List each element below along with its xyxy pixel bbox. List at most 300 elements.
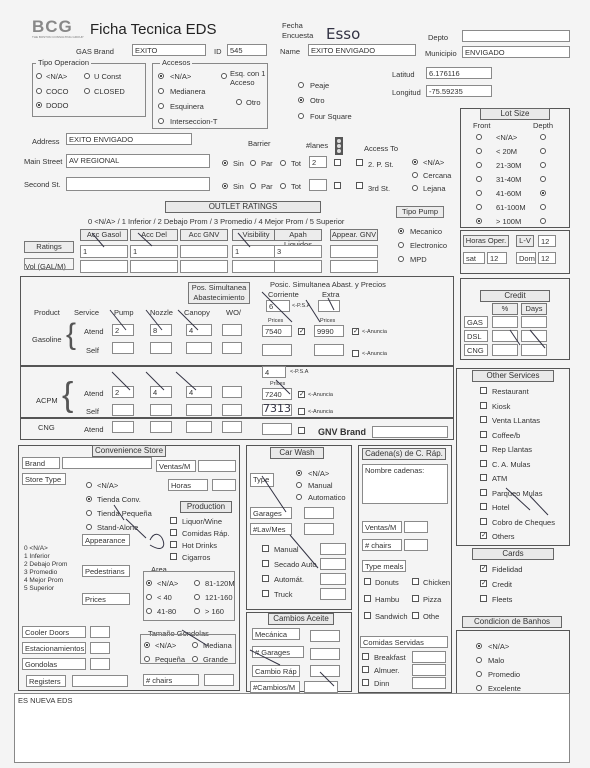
gnv-brand-field[interactable] <box>372 426 448 438</box>
rating-col-apah-liquidos: Apah <box>274 229 322 241</box>
check-card-fleets[interactable] <box>480 595 487 602</box>
estacionamientos-label: Estacionamientos <box>22 642 86 654</box>
check-prod-cigarros[interactable] <box>170 553 177 560</box>
lot-row-label-31-40m: 31-40M <box>496 175 522 184</box>
traffic-light-icon <box>334 136 344 156</box>
check-service-kiosk[interactable] <box>480 402 487 409</box>
radio-front-61-100m[interactable] <box>476 204 482 210</box>
sat-field[interactable]: 12 <box>487 252 507 264</box>
bcg-logo <box>32 17 84 39</box>
longitud-field[interactable]: -75.59235 <box>426 85 492 97</box>
service-label-venta-llantas: Venta LLantas <box>492 416 540 425</box>
acpm-anuncia-label: <-Anuncia <box>308 392 333 398</box>
check-service-cobro-de-cheques[interactable] <box>480 518 487 525</box>
second-par-label: Par <box>261 182 273 191</box>
gas-brand-field[interactable]: EXITO <box>132 44 206 56</box>
check-service-restaurant[interactable] <box>480 387 487 394</box>
barrier-label: Barrier <box>248 139 271 148</box>
radio-area-160[interactable] <box>194 608 200 614</box>
radio-tamano-mediana[interactable] <box>192 642 198 648</box>
radio-peaje[interactable] <box>298 82 304 88</box>
radio-depth-100m[interactable] <box>540 218 546 224</box>
radio-depth-31-40m[interactable] <box>540 176 546 182</box>
extra-label: Extra <box>322 290 340 299</box>
rating-value-visibility[interactable]: 1 <box>232 245 280 258</box>
gasoline-brace: { <box>66 318 77 351</box>
banos-label-promedio: Promedio <box>488 670 521 679</box>
radio-area-n-a[interactable] <box>146 580 152 586</box>
acpm-psa-label: <-P.S.A <box>290 369 309 375</box>
radio-tipo-uconst[interactable] <box>84 73 90 79</box>
radio-depth-41-60m[interactable] <box>540 190 546 196</box>
gas-self-pump[interactable] <box>112 342 134 354</box>
lot-row-label-n-a: <N/A> <box>496 133 518 142</box>
nombre-cadenas-label: Nombre cadenas: <box>362 464 448 504</box>
logo-subtitle: THE BOSTON CONSULTING GROUP <box>32 35 84 39</box>
check-card-fidelidad[interactable]: ✓ <box>481 565 487 572</box>
radio-four-square[interactable] <box>298 113 304 119</box>
acpm-pump-field[interactable]: 2 <box>112 386 134 398</box>
credit-row-gas: GAS <box>464 316 488 328</box>
second-st-field[interactable] <box>66 177 210 191</box>
main-street-field[interactable]: AV REGIONAL <box>66 154 210 168</box>
four-square-label: Four Square <box>310 112 352 121</box>
accesos-esquinera-label: Esquinera <box>170 102 204 111</box>
gas-self-nozzle[interactable] <box>150 342 172 354</box>
check-cng[interactable] <box>298 427 305 434</box>
check-service-venta-llantas[interactable] <box>480 416 487 423</box>
check-prod-hot-drinks[interactable] <box>170 541 177 548</box>
comida-label-almuer: Almuer. <box>374 666 400 675</box>
check-main-2[interactable] <box>356 159 363 166</box>
radio-front-21-30m[interactable] <box>476 162 482 168</box>
posic-simultanea-label: Posic. Simultanea Abast. y Precios <box>270 280 386 289</box>
radio-tamano-grande[interactable] <box>192 656 198 662</box>
notes-area[interactable] <box>14 693 570 763</box>
lot-front-label: Front <box>473 121 491 130</box>
radio-depth-21-30m[interactable] <box>540 162 546 168</box>
gas-self-canopy[interactable] <box>186 342 212 354</box>
gas-self-price[interactable] <box>262 344 292 356</box>
radio-area-41-80[interactable] <box>146 608 152 614</box>
chairs-field[interactable] <box>204 674 234 686</box>
vol-value-apah-liquidos[interactable] <box>274 260 322 273</box>
prices-conv-label: Prices <box>82 593 130 605</box>
horas-label: Horas <box>168 479 208 491</box>
radio-access-cercana[interactable] <box>412 172 418 178</box>
outlet-ratings-scale: 0 <N/A> / 1 Inferior / 2 Debajo Prom / 3 Promedio / 4 Mejor Prom / 5 Superior <box>88 217 345 226</box>
ventas-field[interactable] <box>198 460 236 472</box>
check-comida-dinn[interactable] <box>362 679 369 686</box>
gondolas-field[interactable] <box>90 658 110 670</box>
meal-label-hambu: Hambu <box>375 595 400 604</box>
gas-self-price-extra[interactable] <box>314 344 344 356</box>
card-label-credit: Credit <box>492 580 513 589</box>
otro-label: Otro <box>310 96 325 105</box>
radio-tipo-dodo[interactable] <box>36 102 42 108</box>
check-carwash-secado-auto[interactable] <box>262 560 269 567</box>
vol-field[interactable] <box>24 258 74 270</box>
radio-store-stand-alone[interactable] <box>86 524 92 530</box>
carwash-check-field-secado-auto[interactable] <box>320 558 346 570</box>
check-service-hotel[interactable] <box>480 503 487 510</box>
comida-label-dinn: Dinn <box>374 679 390 688</box>
lanes-label: #lanes <box>306 141 329 150</box>
radio-depth-61-100m[interactable] <box>540 204 546 210</box>
radio-main-tot[interactable] <box>280 160 286 166</box>
service-label-parqueo-mulas: Parqueo Mulas <box>492 488 543 498</box>
address-label: Address <box>32 137 60 146</box>
check-service-others[interactable]: ✓ <box>481 532 487 539</box>
municipio-label: Municipio <box>425 49 457 58</box>
area-label-40: < 40 <box>157 593 172 602</box>
check-comida-breakfast[interactable] <box>362 653 369 660</box>
radio-pump-mecanico[interactable] <box>398 228 404 234</box>
card-label-fleets: Fleets <box>492 595 513 604</box>
credit-row-cng: CNG <box>464 344 488 356</box>
gas-self-wo[interactable] <box>222 342 242 354</box>
corriente-label: Corriente <box>268 290 299 299</box>
tipo-closed-label: CLOSED <box>94 87 125 96</box>
address-field[interactable]: EXITO ENVIGADO <box>66 133 192 145</box>
accesos-otro-label: Otro <box>246 98 261 107</box>
access-lejana-label: Lejana <box>423 184 446 193</box>
store-label-stand-alone: Stand-Alone <box>97 523 139 532</box>
garages-label: Garages <box>250 507 292 519</box>
form-title: Ficha Tecnica EDS <box>90 21 217 38</box>
scale-label-2: 2 Debajo Prom <box>24 561 68 568</box>
check-extra-anuncia[interactable]: ✓ <box>353 328 359 335</box>
check-acpm-anuncia[interactable]: ✓ <box>299 391 305 398</box>
municipio-field[interactable]: ENVIGADO <box>462 46 570 58</box>
cards-title: Cards <box>472 548 554 560</box>
latitud-field[interactable]: 6.176116 <box>426 67 492 79</box>
accesos-title: Accesos <box>162 58 191 67</box>
carwash-label-n-a: <N/A> <box>308 469 330 478</box>
radio-accesos-otro[interactable] <box>236 99 242 105</box>
acpm-self-anuncia-label: <-Anuncia <box>308 409 333 415</box>
rating-value-acc-gasol[interactable]: 1 <box>80 245 128 258</box>
tipo-uconst-label: U Const <box>94 72 122 81</box>
check-prod-liquor-wine[interactable] <box>170 517 177 524</box>
vol-value-acc-gnv[interactable] <box>180 260 228 273</box>
radio-depth-20m[interactable] <box>540 148 546 154</box>
type-meals-label: Type meals <box>362 560 406 572</box>
cng-wo[interactable] <box>222 421 242 433</box>
dom-field[interactable]: 12 <box>538 252 556 264</box>
rating-col-acc-del: Acc Del <box>130 229 178 241</box>
radio-second-sin[interactable] <box>222 183 228 189</box>
radio-carwash-n-a[interactable] <box>296 470 302 476</box>
comida-label-breakfast: Breakfast <box>374 653 406 662</box>
check-acpm-self-anuncia[interactable] <box>298 408 305 415</box>
radio-accesos-na[interactable] <box>158 73 164 79</box>
lot-size-title: Lot Size <box>480 108 550 120</box>
canopy-label: Canopy <box>184 308 210 317</box>
check-meal-hambu[interactable] <box>364 595 371 602</box>
cadenas-ventas-field[interactable] <box>404 521 428 533</box>
anuncia-label: <-Anuncia <box>362 329 387 335</box>
third-st-label: 3rd St. <box>368 184 391 193</box>
radio-tamano-peque-a[interactable] <box>144 656 150 662</box>
pump-mecanico-label: Mecanico <box>410 227 443 236</box>
gas-wo-field[interactable] <box>222 324 242 336</box>
estacionamientos-field[interactable] <box>90 642 110 654</box>
brand-field[interactable] <box>62 457 152 469</box>
rating-value-acc-gnv[interactable] <box>180 245 228 258</box>
service-label-kiosk: Kiosk <box>492 401 511 411</box>
check-meal-donuts[interactable] <box>364 578 371 585</box>
rating-col-acc-gasol: Acc Gasol <box>80 229 128 241</box>
acpm-self-wo[interactable] <box>222 404 242 416</box>
prod-label-hot-drinks: Hot Drinks <box>182 541 218 550</box>
radio-store-tienda-conv[interactable] <box>86 496 92 502</box>
check-comida-almuer[interactable] <box>362 666 369 673</box>
brand-label: Brand <box>22 457 60 469</box>
carwash-label-automatico: Automatico <box>308 493 346 502</box>
rating-value-apah-liquidos[interactable]: 3 <box>274 245 322 258</box>
lanes-field[interactable]: 2 <box>309 156 327 168</box>
service-label-c-a-mulas: C. A. Mulas <box>492 459 531 469</box>
gondolas-label: Gondolas <box>22 658 86 670</box>
acpm-price-field[interactable]: 7240 <box>262 388 292 400</box>
radio-pump-mpd[interactable] <box>398 256 404 262</box>
acpm-nozzle-field[interactable]: 4 <box>150 386 172 398</box>
comida-field-dinn[interactable] <box>412 677 446 689</box>
acpm-canopy-field[interactable]: 4 <box>186 386 212 398</box>
radio-access-na[interactable] <box>412 159 418 165</box>
registers-field[interactable] <box>72 675 128 687</box>
cng-canopy[interactable] <box>186 421 212 433</box>
tipo-pump-title: Tipo Pump <box>396 206 444 218</box>
cambios-garages-field[interactable] <box>310 648 340 660</box>
radio-banos-n-a[interactable] <box>476 643 482 649</box>
radio-accesos-esq1[interactable] <box>221 73 227 79</box>
product-label: Product <box>34 308 60 317</box>
other-services-title: Other Services <box>472 370 554 382</box>
rating-col-visibility: Visibility <box>232 229 280 241</box>
lv-field[interactable]: 12 <box>538 235 556 247</box>
check-meal-pizza[interactable] <box>412 595 419 602</box>
radio-store-tienda-peque-a[interactable] <box>86 510 92 516</box>
mecanica-label: Mecánica <box>252 628 300 640</box>
check-service-parqueo-mulas[interactable] <box>480 489 487 496</box>
price-corriente-field[interactable]: 7540 <box>262 325 292 337</box>
cambios-m-label: #Cambios/M <box>250 681 300 693</box>
radio-tamano-n-a[interactable] <box>144 642 150 648</box>
pos-extra-field[interactable] <box>318 300 340 312</box>
cng-pump[interactable] <box>112 421 134 433</box>
radio-depth-n-a[interactable] <box>540 134 546 140</box>
check-carwash-autom-t[interactable] <box>262 575 269 582</box>
cng-nozzle[interactable] <box>150 421 172 433</box>
area-label-121-160: 121-160 <box>205 593 233 602</box>
check-corriente-anuncia[interactable]: ✓ <box>299 328 305 335</box>
store-type-label: Store Type <box>22 473 66 485</box>
acpm-self-pump[interactable] <box>112 404 134 416</box>
check-service-rep-llantas[interactable] <box>480 445 487 452</box>
carwash-check-field-manual[interactable] <box>320 543 346 555</box>
credit-days-gas[interactable] <box>521 316 547 328</box>
name-label: Name <box>280 47 301 56</box>
cng-price[interactable] <box>262 423 292 435</box>
second-lanes-field[interactable] <box>309 179 327 191</box>
radio-tipo-closed[interactable] <box>84 88 90 94</box>
acpm-wo-field[interactable] <box>222 386 242 398</box>
pos-field[interactable]: 6 <box>266 300 290 312</box>
radio-main-sin[interactable] <box>222 160 228 166</box>
credit-days-cng[interactable] <box>521 344 547 356</box>
chairs-label: # chairs <box>143 674 199 686</box>
service-label-atm: ATM <box>492 474 508 483</box>
check-carwash-truck[interactable] <box>262 590 269 597</box>
comida-field-almuer[interactable] <box>412 664 446 676</box>
check-second-1[interactable] <box>334 182 341 189</box>
radio-banos-malo[interactable] <box>476 657 482 663</box>
radio-area-121-160[interactable] <box>194 594 200 600</box>
acpm-pos-field[interactable]: 4 <box>262 366 286 378</box>
radio-front-20m[interactable] <box>476 148 482 154</box>
carwash-check-field-autom-t[interactable] <box>320 573 346 585</box>
tamano-label-n-a: <N/A> <box>155 641 177 650</box>
main-tot-label: Tot <box>291 159 302 168</box>
credit-pct-dsl[interactable] <box>492 330 518 342</box>
acpm-prices-label: Prices <box>270 381 286 387</box>
vol-value-acc-gasol[interactable] <box>80 260 128 273</box>
dom-label: Dom <box>516 252 536 264</box>
check-self-anuncia[interactable] <box>352 350 359 357</box>
cambios-m-field[interactable] <box>304 681 338 693</box>
cambios-title: Cambios Aceite <box>268 613 334 625</box>
radio-main-par[interactable] <box>250 160 256 166</box>
radio-second-tot[interactable] <box>280 183 286 189</box>
radio-tipo-coco[interactable] <box>36 88 42 94</box>
garages-field[interactable] <box>304 507 334 519</box>
gas-pump-field[interactable]: 2 <box>112 324 134 336</box>
cambio-rap-field[interactable] <box>310 665 340 677</box>
meal-label-chicken: Chicken <box>423 578 451 587</box>
radio-access-lejana[interactable] <box>412 185 418 191</box>
credit-pct-gas[interactable] <box>492 316 518 328</box>
check-meal-sandwich[interactable] <box>364 612 371 619</box>
convenience-title: Convenience Store <box>92 445 166 457</box>
gasoline-label: Gasoline <box>32 335 62 344</box>
pedestrians-label: Pedestrians <box>82 565 130 577</box>
id-field[interactable]: 545 <box>227 44 267 56</box>
cambios-garages-label: # Garages <box>252 646 304 658</box>
lot-depth-label: Depth <box>533 121 554 130</box>
notes-text: ES NUEVA EDS <box>18 696 73 705</box>
meal-label-othe: Othe <box>423 612 440 621</box>
comidas-label: Comidas Servidas <box>360 636 448 648</box>
credit-pct-cng[interactable] <box>492 344 518 356</box>
acpm-self-nozzle[interactable] <box>150 404 172 416</box>
radio-store-n-a[interactable] <box>86 482 92 488</box>
accesos-medianera-label: Medianera <box>170 87 206 96</box>
radio-accesos-medianera[interactable] <box>158 88 164 94</box>
check-service-c-a-mulas[interactable] <box>480 460 487 467</box>
radio-banos-excelente[interactable] <box>476 685 482 691</box>
carwash-check-field-truck[interactable] <box>320 588 346 600</box>
price-extra-field[interactable]: 9990 <box>314 325 344 337</box>
store-label-n-a: <N/A> <box>97 481 119 490</box>
check-second-2[interactable] <box>356 182 363 189</box>
radio-pump-electronico[interactable] <box>398 242 404 248</box>
credit-days-dsl[interactable] <box>521 330 547 342</box>
radio-area-40[interactable] <box>146 594 152 600</box>
name-field[interactable]: EXITO ENVIGADO <box>308 44 416 56</box>
radio-carwash-manual[interactable] <box>296 482 302 488</box>
radio-front-n-a[interactable] <box>476 134 482 140</box>
self-anuncia-label: <-Anuncia <box>362 351 387 357</box>
main-sin-label: Sin <box>233 159 244 168</box>
radio-carwash-automatico[interactable] <box>296 494 302 500</box>
main-street-label: Main Street <box>24 157 63 166</box>
radio-front-41-60m[interactable] <box>476 190 482 196</box>
radio-banos-promedio[interactable] <box>476 671 482 677</box>
mecanica-field[interactable] <box>310 630 340 642</box>
radio-second-par[interactable] <box>250 183 256 189</box>
check-main-1[interactable] <box>334 159 341 166</box>
cng-label: CNG <box>38 423 55 432</box>
depto-field[interactable] <box>462 30 570 42</box>
id-label: ID <box>214 47 222 56</box>
acpm-self-canopy[interactable] <box>186 404 212 416</box>
rating-value-acc-del[interactable]: 1 <box>130 245 178 258</box>
radio-accesos-esquinera[interactable] <box>158 103 164 109</box>
radio-front-31-40m[interactable] <box>476 176 482 182</box>
vol-value-visibility[interactable] <box>232 260 280 273</box>
cambio-rap-label: Cambio Ráp <box>252 665 300 677</box>
rating-col-appear-gnv: Appear. GNV <box>331 230 377 239</box>
check-meal-othe[interactable] <box>412 612 419 619</box>
credit-row-dsl: DSL <box>464 330 488 342</box>
radio-otro[interactable] <box>298 97 304 103</box>
cooler-doors-field[interactable] <box>90 626 110 638</box>
meal-label-sandwich: Sandwich <box>375 612 408 621</box>
accesos-na-label: <N/A> <box>170 72 192 81</box>
check-prod-comidas-r-p[interactable] <box>170 529 177 536</box>
service-label-rep-llantas: Rep Llantas <box>492 445 533 454</box>
check-card-credit[interactable]: ✓ <box>481 580 487 587</box>
acpm-self-label: Self <box>86 407 99 416</box>
check-meal-chicken[interactable] <box>412 578 419 585</box>
production-title: Production <box>180 501 232 513</box>
vol-value-acc-del[interactable] <box>130 260 178 273</box>
depto-label: Depto <box>428 33 449 42</box>
horas-field[interactable] <box>212 479 236 491</box>
radio-accesos-interseccion[interactable] <box>158 118 164 124</box>
cadenas-chairs-field[interactable] <box>404 539 428 551</box>
sat-label: sat <box>463 252 485 264</box>
check-service-coffee-b[interactable] <box>480 431 487 438</box>
gas-self-label: Self <box>86 346 99 355</box>
radio-front-100m[interactable] <box>476 218 482 224</box>
gas-canopy-field[interactable]: 4 <box>186 324 212 336</box>
tipo-na-label: <N/A> <box>46 72 68 81</box>
credit-days-label: Days <box>521 303 547 315</box>
rating-value-appear-gnv[interactable] <box>330 245 378 258</box>
check-service-atm[interactable] <box>480 474 487 481</box>
radio-tipo-na[interactable] <box>36 73 42 79</box>
lav-mes-field[interactable] <box>304 523 334 535</box>
comida-field-breakfast[interactable] <box>412 651 446 663</box>
psa-label: <-P.S.A <box>292 303 311 309</box>
vol-value-appear-gnv[interactable] <box>330 260 378 273</box>
check-carwash-manual[interactable] <box>262 545 269 552</box>
radio-area-81-120m[interactable] <box>194 580 200 586</box>
gas-nozzle-field[interactable]: 8 <box>150 324 172 336</box>
